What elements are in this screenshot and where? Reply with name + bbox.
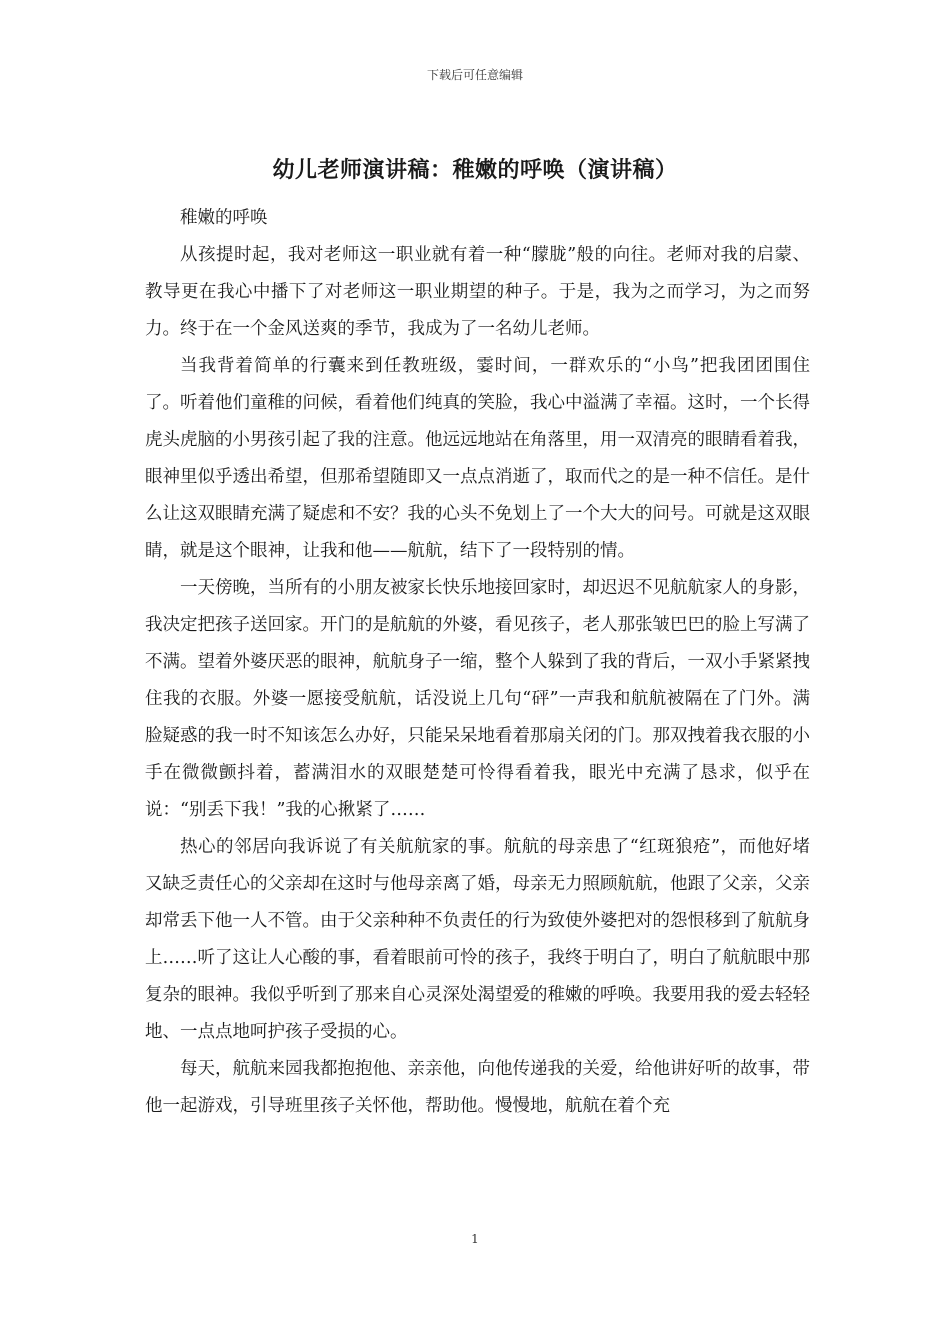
paragraph-subtitle: 稚嫩的呼唤: [180, 208, 268, 228]
paragraph: 从孩提时起，我对老师这一职业就有着一种“朦胧”般的向往。老师对我的启蒙、教导更在我心中播下了对老师这一职业期望的种子。于是，我为之而学习，为之而努力。终于在一个金风送爽的季节，我成为了一名幼儿老师。: [145, 245, 810, 339]
page-header: 下载后可任意编辑: [426, 68, 523, 82]
paragraph: 热心的邻居向我诉说了有关航航家的事。航航的母亲患了“红斑狼疮”，而他好堵又缺乏责任心的父亲却在这时与他母亲离了婚，母亲无力照顾航航，他跟了父亲，父亲却常丢下他一人不管。由于父亲种种不负责任的行为致使外婆把对的怨恨移到了航航身上……听了这让人心酸的事，看着眼前可怜的孩子，我终于明白了，明白了航航眼中那复杂的眼神。我似乎听到了那来自心灵深处渴望爱的稚嫩的呼唤。我要用我的爱去轻轻地、一点点地呵护孩子受损的心。: [145, 837, 810, 1042]
paragraph: 一天傍晚，当所有的小朋友被家长快乐地接回家时，却迟迟不见航航家人的身影，我决定把孩子送回家。开门的是航航的外婆，看见孩子，老人那张皱巴巴的脸上写满了不满。望着外婆厌恶的眼神，航航身子一缩，整个人躲到了我的背后，一双小手紧紧拽住我的衣服。外婆一愿接受航航，话没说上几句“砰”一声我和航航被隔在了门外。满脸疑惑的我一时不知该怎么办好，只能呆呆地看着那扇关闭的门。那双拽着我衣服的小手在微微颤抖着，蓄满泪水的双眼楚楚可怜得看着我，眼光中充满了恳求，似乎在说：“别丢下我！”我的心揪紧了……: [145, 578, 810, 820]
page-number: 1: [471, 1232, 479, 1246]
paragraph: 每天，航航来园我都抱抱他、亲亲他，向他传递我的关爱，给他讲好听的故事，带他一起游戏，引导班里孩子关怀他，帮助他。慢慢地，航航在着个充: [145, 1059, 810, 1116]
document-body: [145, 200, 810, 1125]
document-title: 幼儿老师演讲稿：稚嫩的呼唤（演讲稿）: [272, 157, 678, 183]
paragraph: 当我背着简单的行囊来到任教班级，霎时间，一群欢乐的“小鸟”把我团团围住了。听着他们童稚的问候，看着他们纯真的笑脸，我心中溢满了幸福。这时，一个长得虎头虎脑的小男孩引起了我的注意。他远远地站在角落里，用一双清亮的眼睛看着我，眼神里似乎透出希望，但那希望随即又一点点消逝了，取而代之的是一种不信任。是什么让这双眼睛充满了疑虑和不安？我的心头不免划上了一个大大的问号。可就是这双眼睛，就是这个眼神，让我和他——航航，结下了一段特别的情。: [145, 356, 810, 561]
